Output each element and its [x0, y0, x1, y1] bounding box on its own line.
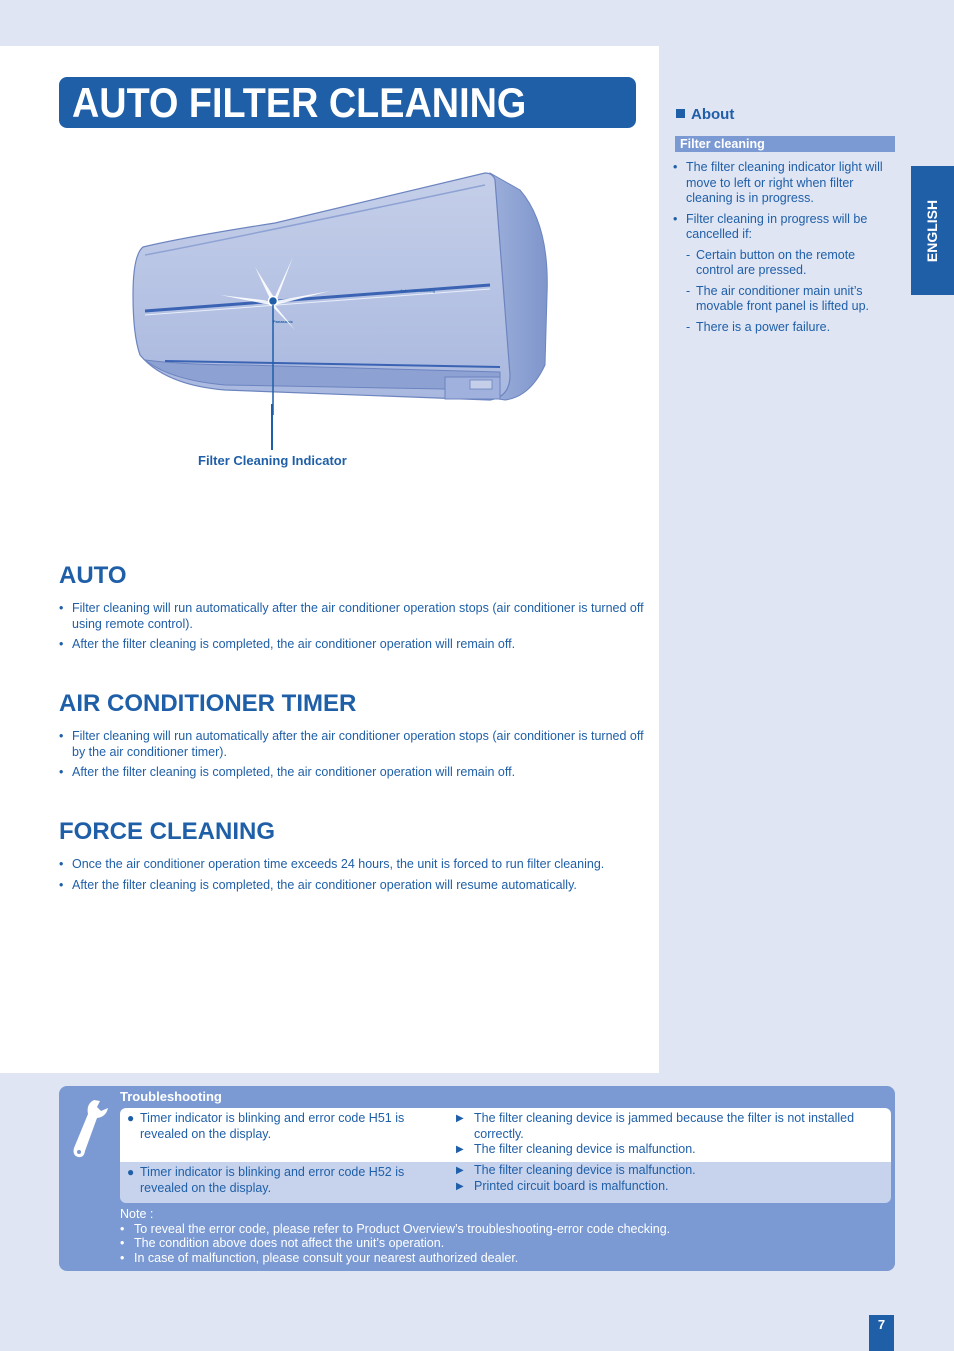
list-item: • Filter cleaning will run automatically after the air conditioner operation stops (air conditioner is turned off using remote control).	[59, 601, 644, 632]
about-list	[673, 160, 888, 341]
about-heading	[676, 106, 734, 123]
list-item: • After the filter cleaning is completed, the air conditioner operation will remain off.	[59, 765, 644, 781]
svg-text:Panasonic: Panasonic	[273, 319, 294, 324]
list-item: • The filter cleaning indicator light will move to left or right when filter cleaning is in progress.	[673, 160, 888, 207]
page-title: AUTO FILTER CLEANING	[72, 79, 527, 126]
cause-item: ▶ Printed circuit board is malfunction.	[456, 1179, 886, 1195]
list-item: • After the filter cleaning is completed, the air conditioner operation will resume automatically.	[59, 878, 644, 894]
list-item: • Filter cleaning will run automatically after the air conditioner operation stops (air conditioner is turned off by the air conditioner timer).	[59, 729, 644, 760]
page-number: 7	[877, 1317, 886, 1332]
symptom-cell	[127, 1111, 427, 1142]
panel-text: Auto Filter Cleaning	[400, 288, 436, 293]
table-row	[120, 1162, 891, 1203]
section-list-auto	[59, 601, 644, 658]
conditions-list	[683, 248, 888, 336]
symptom-text: Timer indicator is blinking and error code H52 is revealed on the display.	[140, 1165, 405, 1195]
list-item: • Filter cleaning in progress will be cancelled if:	[673, 212, 888, 243]
list-item: • The condition above does not affect the unit’s operation.	[120, 1236, 670, 1251]
wrench-icon	[70, 1098, 110, 1160]
list-item: - The air conditioner main unit’s movable front panel is lifted up.	[683, 284, 888, 315]
bullet-dot-icon: ●	[127, 1111, 135, 1125]
note-label: Note :	[120, 1207, 154, 1221]
indicator-label: Filter Cleaning Indicator	[198, 453, 347, 468]
about-subheading: Filter cleaning	[680, 137, 765, 151]
square-bullet-icon	[676, 109, 685, 118]
section-list-force	[59, 857, 644, 898]
list-item: • In case of malfunction, please consult your nearest authorized dealer.	[120, 1251, 670, 1266]
symptom-cell	[127, 1165, 427, 1196]
list-item: - Certain button on the remote control are pressed.	[683, 248, 888, 279]
cause-item: ▶ The filter cleaning device is malfunction.	[456, 1142, 886, 1158]
indicator-leader-line	[271, 404, 273, 450]
troubleshooting-notes	[120, 1207, 670, 1265]
cause-cell	[456, 1163, 886, 1194]
symptom-text: Timer indicator is blinking and error code H51 is revealed on the display.	[140, 1111, 405, 1141]
bullet-dot-icon: ●	[127, 1165, 135, 1179]
cause-item: ▶ The filter cleaning device is jammed because the filter is not installed correctly.	[456, 1111, 886, 1142]
cause-cell	[456, 1111, 886, 1158]
section-heading-auto: AUTO	[59, 562, 127, 589]
air-conditioner-illustration	[125, 165, 560, 415]
list-item: - There is a power failure.	[683, 320, 888, 336]
list-item: • To reveal the error code, please refer to Product Overview’s troubleshooting-error code checking.	[120, 1222, 670, 1237]
language-tab-text: ENGLISH	[924, 199, 941, 262]
cause-item: ▶ The filter cleaning device is malfunction.	[456, 1163, 886, 1179]
about-heading-text: About	[691, 106, 735, 123]
section-list-timer	[59, 729, 644, 786]
section-heading-timer: AIR CONDITIONER TIMER	[59, 690, 357, 717]
language-tab-label	[911, 166, 954, 295]
troubleshooting-title: Troubleshooting	[120, 1089, 222, 1104]
list-item: • After the filter cleaning is completed, the air conditioner operation will remain off.	[59, 637, 644, 653]
list-item: • Once the air conditioner operation time exceeds 24 hours, the unit is forced to run filter cleaning.	[59, 857, 644, 873]
table-row	[120, 1108, 891, 1162]
section-heading-force: FORCE CLEANING	[59, 818, 275, 845]
